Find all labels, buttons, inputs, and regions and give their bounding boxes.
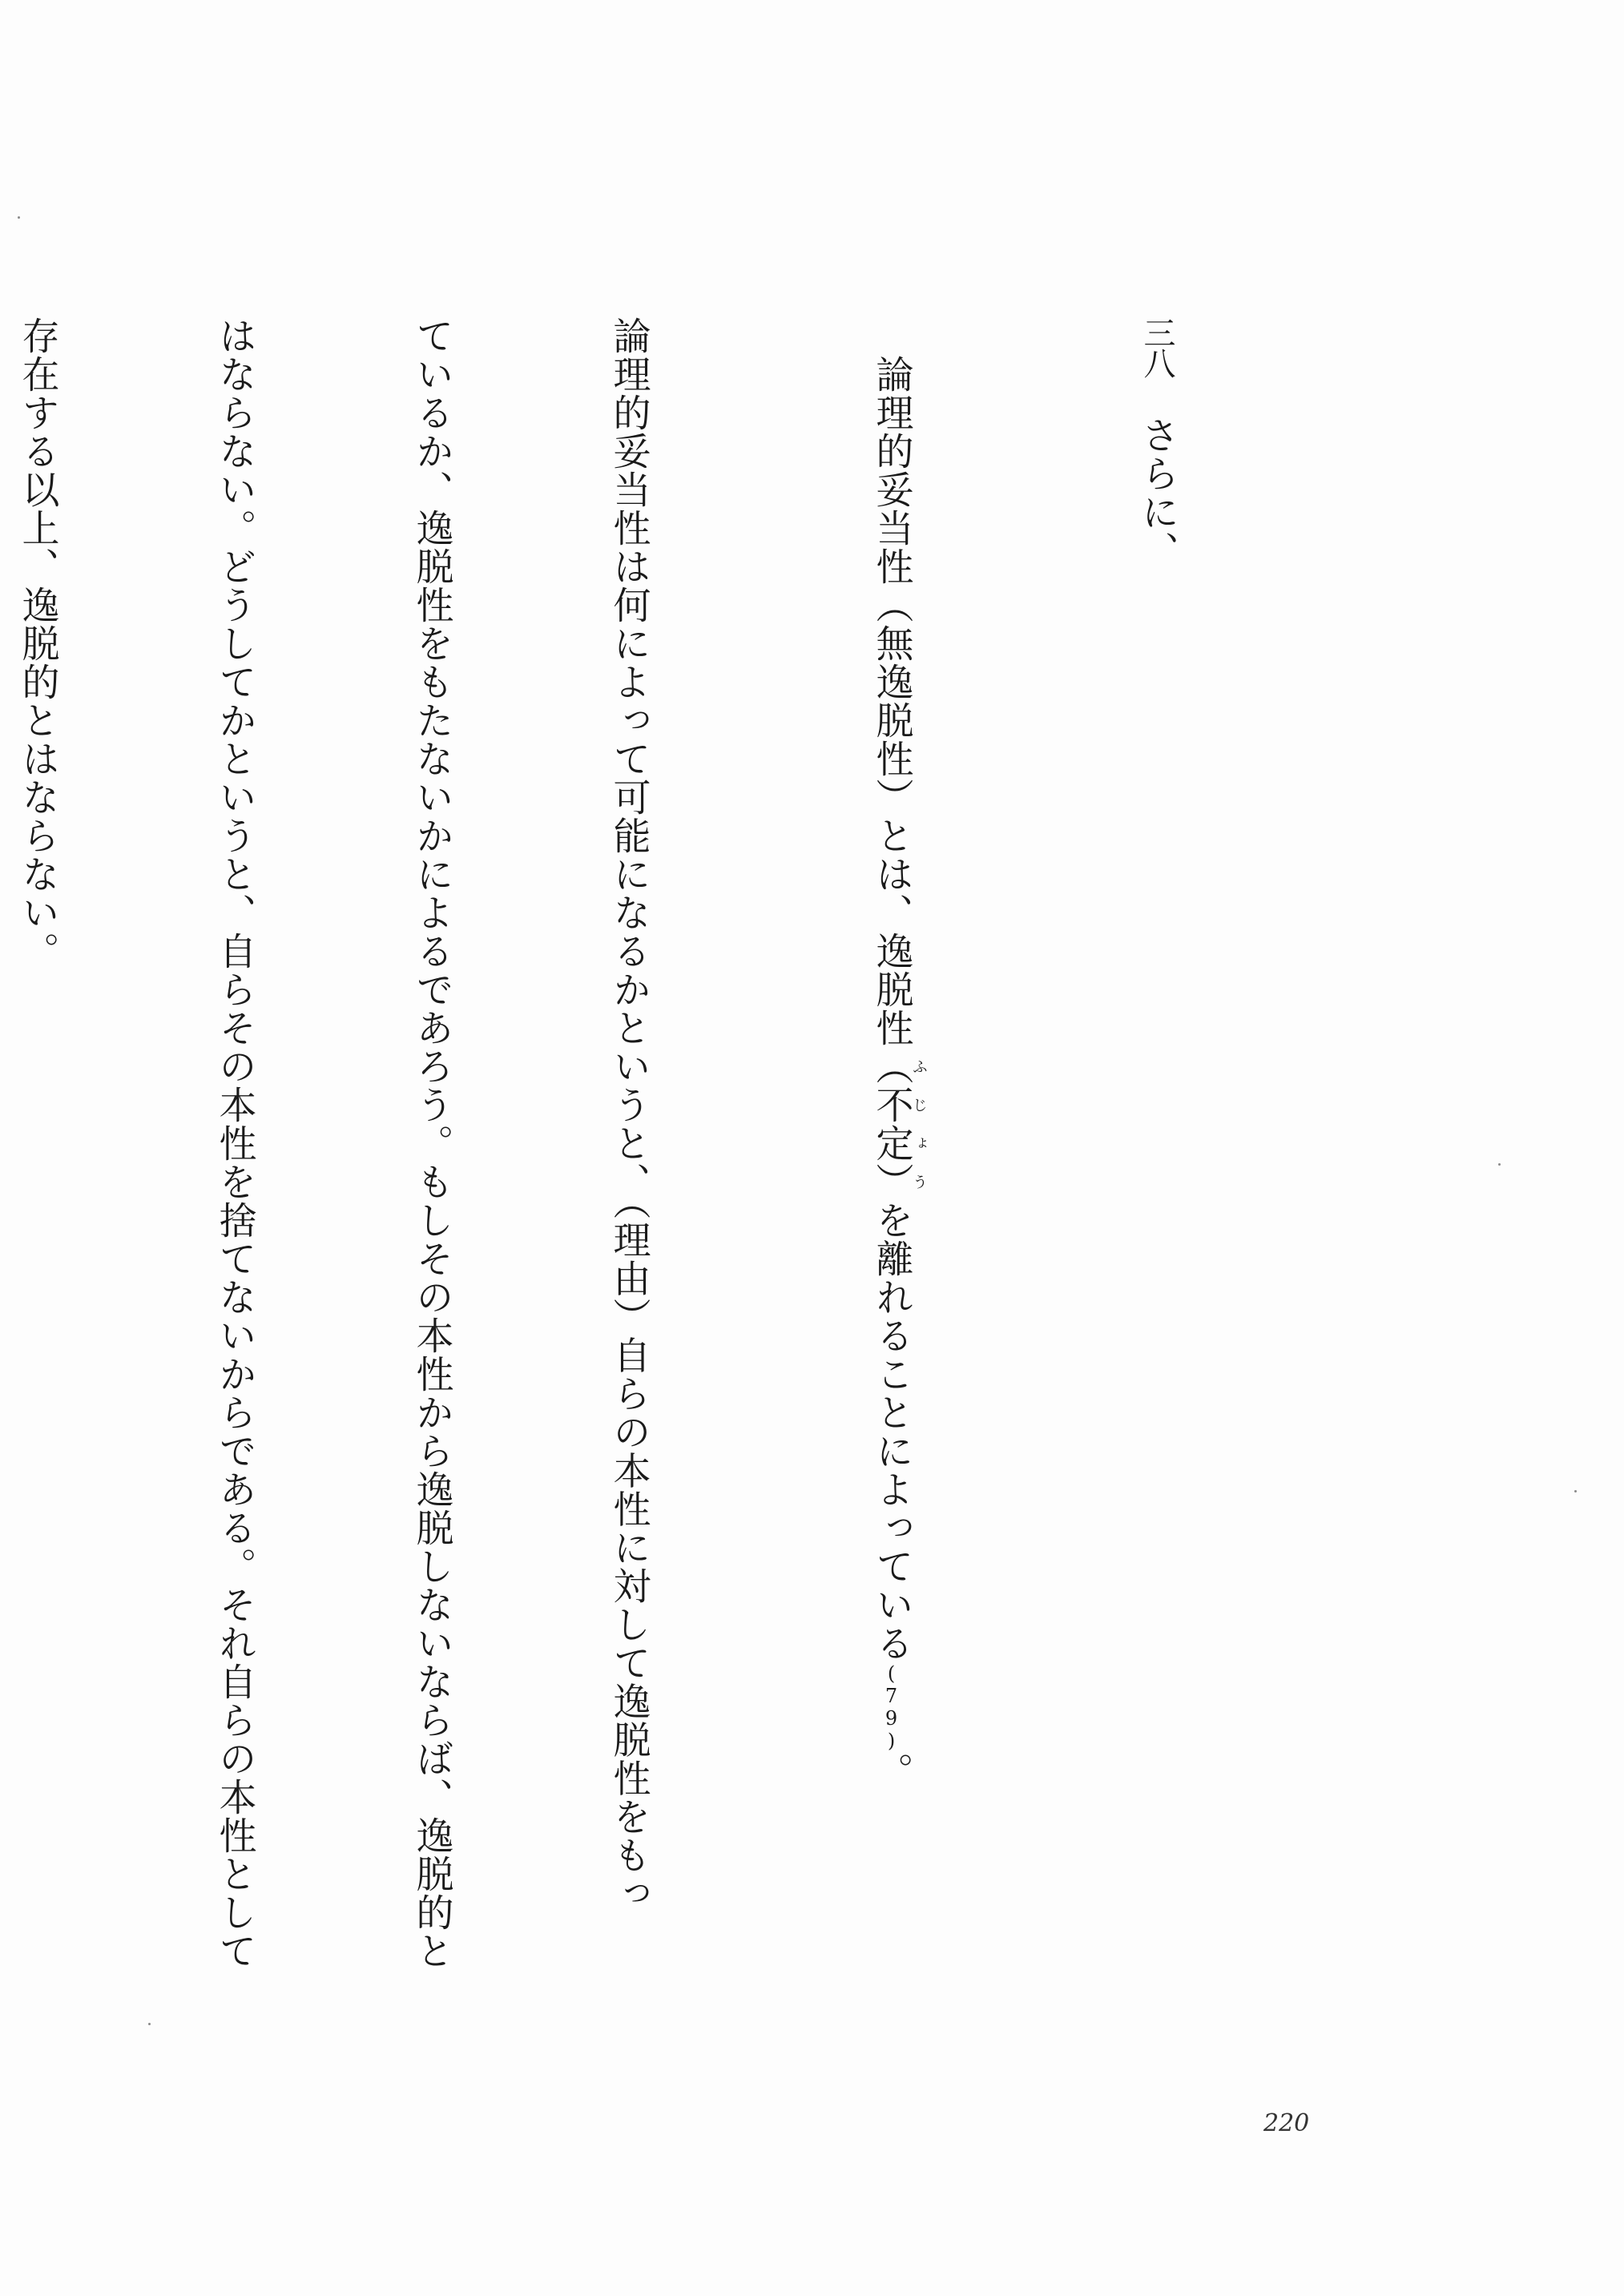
text-line: はならない。どうしてかというと、自らその本性を捨てないからである。それ自らの本性として — [212, 316, 257, 1970]
text-line: ているか、逸脱性をもたないかによるであろう。もしその本性から逸脱しないならば、逸脱的と — [409, 316, 454, 1970]
scan-speck — [1498, 1163, 1501, 1166]
text-line — [859, 316, 928, 2079]
ruby-reading: ふじょう — [910, 1047, 928, 1201]
ruby-annotation — [869, 1047, 928, 1201]
section-number: 三八 — [1138, 316, 1175, 377]
section-heading-38 — [1124, 316, 1190, 2079]
text-line: 論理的妥当性は何によって可能になるかというと、（理由）自らの本性に対して逸脱性をもっ — [606, 316, 651, 1913]
vertical-text-block — [0, 316, 1387, 2079]
line-text: を離れることによっている — [869, 1201, 914, 1662]
line-text: 。 — [869, 1752, 914, 1790]
line-text: 論理的妥当性（無逸脱性）とは、逸脱性 — [869, 355, 914, 1047]
endnote-marker: (79) — [880, 1662, 903, 1752]
page-number: 220 — [1263, 2109, 1310, 2137]
text-line: 存在する以上、逸脱的とはならない。 — [15, 316, 60, 970]
scan-speck — [18, 216, 20, 219]
scan-speck — [1574, 1490, 1577, 1492]
scan-speck — [148, 2023, 151, 2025]
line-text: さらに、 — [1135, 416, 1179, 570]
ruby-base: （不定） — [869, 1047, 914, 1201]
